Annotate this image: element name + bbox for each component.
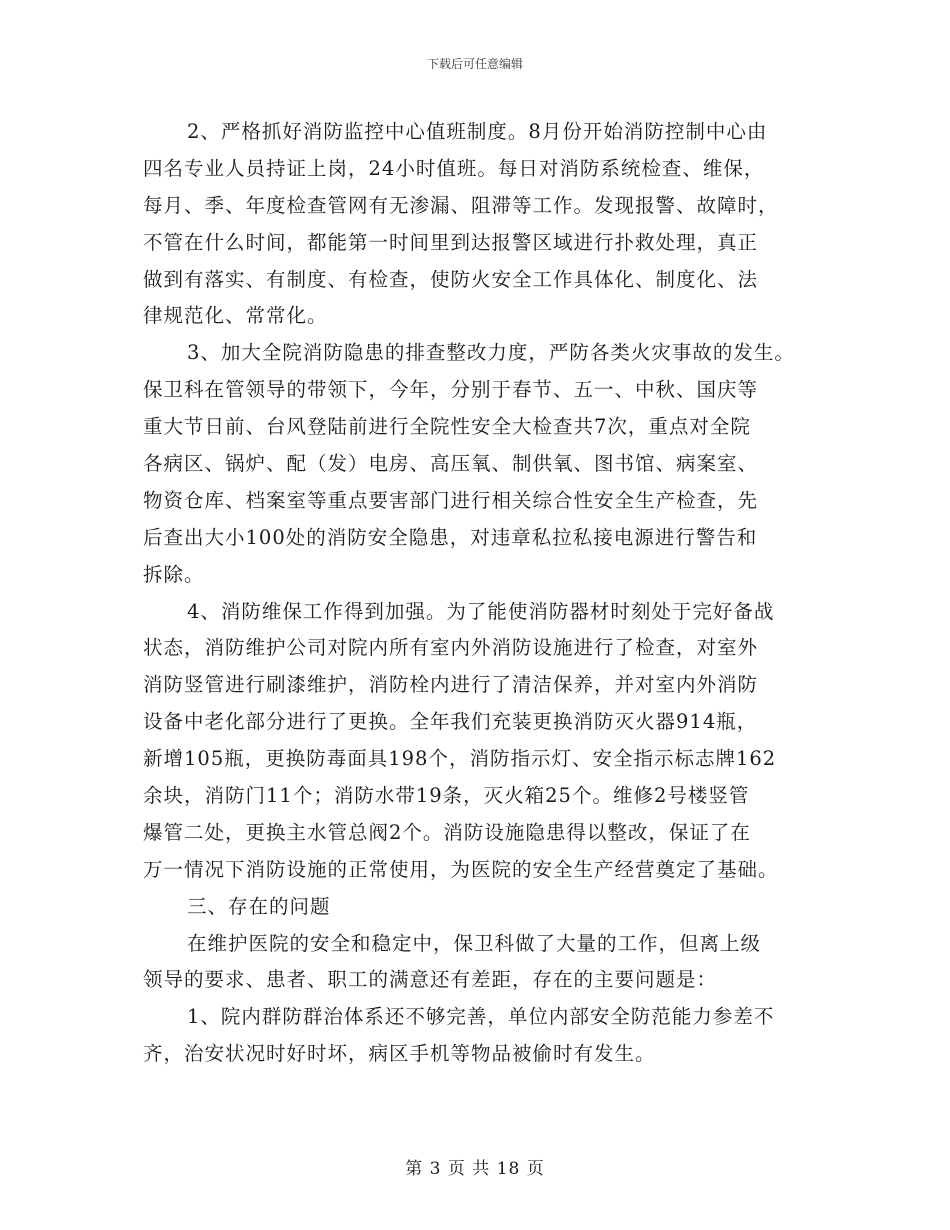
text-line: 余块，消防门11个；消防水带19条，灭火箱25个。维修2号楼竖管: [143, 784, 750, 808]
page-header: 下载后可任意编辑: [426, 57, 523, 71]
text-line: 状态，消防维护公司对院内所有室内外消防设施进行了检查，对室外: [143, 636, 759, 660]
text-line: 新增105瓶，更换防毒面具198个，消防指示灯、安全指示标志牌162: [143, 747, 777, 771]
text-line: 消防竖管进行刷漆维护，消防栓内进行了清洁保养，并对室内外消防: [143, 673, 759, 697]
text-line: 不管在什么时间，都能第一时间里到达报警区域进行扑救处理，真正: [143, 230, 759, 254]
text-line: 保卫科在管领导的带领下，今年，分别于春节、五一、中秋、国庆等: [143, 378, 759, 402]
text-line: 律规范化、常常化。: [143, 304, 328, 328]
text-line: 2、严格抓好消防监控中心值班制度。8月份开始消防控制中心由: [187, 120, 768, 143]
document-body: [143, 114, 823, 1073]
text-line: 做到有落实、有制度、有检查，使防火安全工作具体化、制度化、法: [143, 267, 759, 291]
text-line: 领导的要求、患者、职工的满意还有差距，存在的主要问题是：: [143, 968, 718, 992]
page-footer: 第 3 页 共 18 页: [405, 1159, 545, 1179]
text-line: 齐，治安状况时好时坏，病区手机等物品被偷时有发生。: [143, 1042, 656, 1066]
text-line: 4、消防维保工作得到加强。为了能使消防器材时刻处于完好备战: [187, 599, 775, 623]
text-line: 在维护医院的安全和稳定中，保卫科做了大量的工作，但离上级: [187, 931, 762, 955]
text-line: 拆除。: [143, 562, 205, 586]
text-line: 1、院内群防群治体系还不够完善，单位内部安全防范能力参差不: [187, 1005, 775, 1029]
text-line: 爆管二处，更换主水管总阀2个。消防设施隐患得以整改，保证了在: [143, 820, 751, 844]
text-line: 万一情况下消防设施的正常使用，为医院的安全生产经营奠定了基础。: [143, 857, 779, 881]
text-line: 每月、季、年度检查管网有无渗漏、阻滞等工作。发现报警、故障时，: [143, 193, 779, 217]
section-heading: 三、存在的问题: [187, 894, 331, 918]
text-line: 各病区、锅炉、配（发）电房、高压氧、制供氧、图书馆、病案室、: [143, 452, 759, 476]
text-line: 设备中老化部分进行了更换。全年我们充装更换消防灭火器914瓶，: [143, 710, 758, 734]
text-line: 四名专业人员持证上岗，24小时值班。每日对消防系统检查、维保，: [143, 156, 765, 180]
text-line: 后查出大小100处的消防安全隐患，对违章私拉私接电源进行警告和: [143, 525, 758, 549]
text-line: 3、加大全院消防隐患的排查整改力度，严防各类火灾事故的发生。: [187, 341, 795, 365]
text-line: 重大节日前、台风登陆前进行全院性安全大检查共7次，重点对全院: [143, 415, 751, 439]
text-line: 物资仓库、档案室等重点要害部门进行相关综合性安全生产检查，先: [143, 488, 759, 512]
